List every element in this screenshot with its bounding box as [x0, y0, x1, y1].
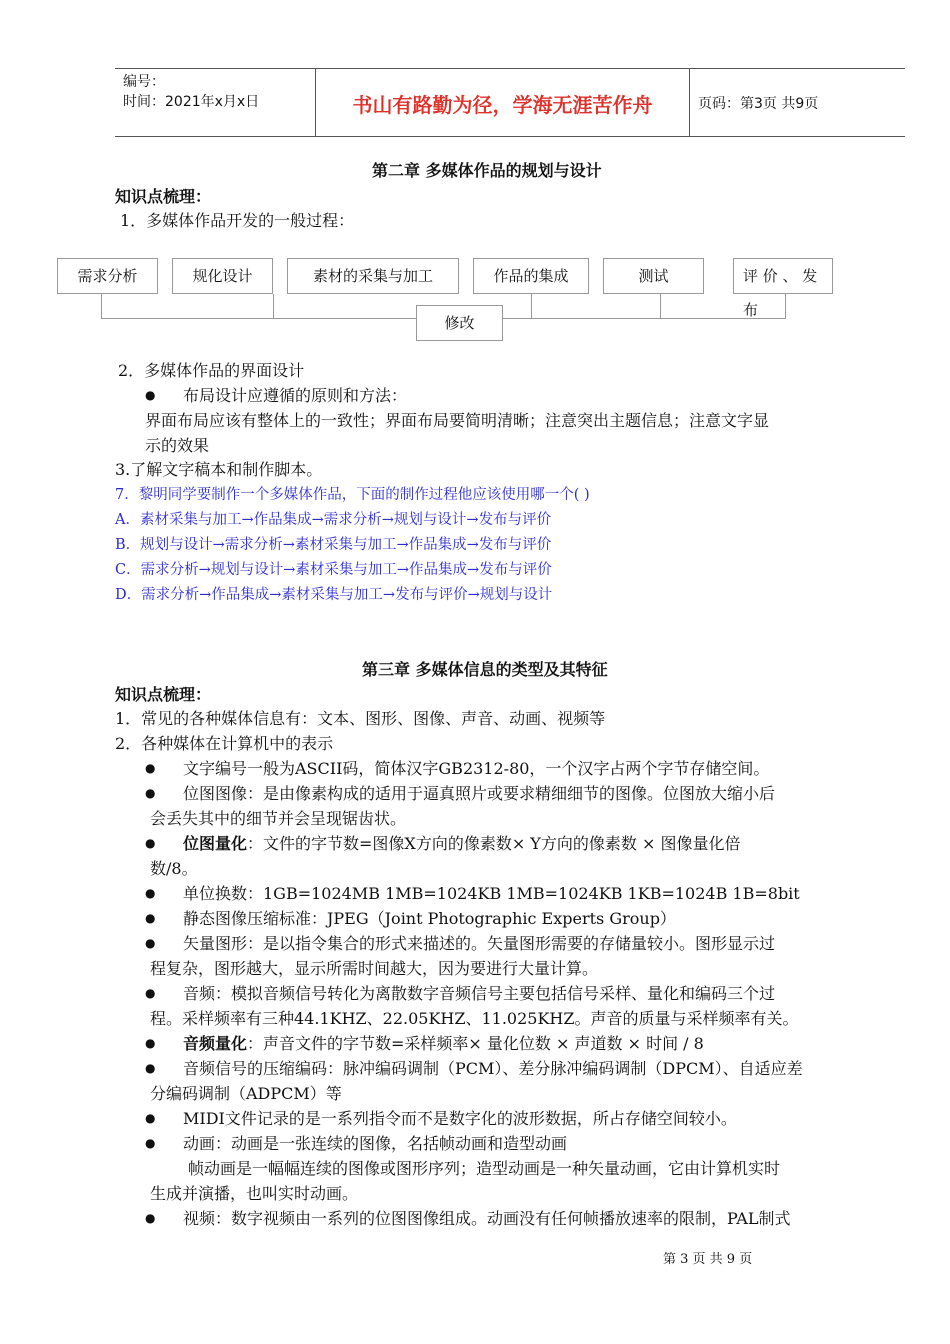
- bitmap-line2: 会丢失其中的细节并会呈现锯齿状。: [150, 809, 407, 828]
- chapter2-bullet1: 布局设计应遵循的原则和方法：: [183, 386, 408, 405]
- bullet-icon: ●: [145, 388, 156, 402]
- header-info-cell: [115, 69, 316, 136]
- video-text: 视频：数字视频由一系列的位图图像组成。动画没有任何帧播放速率的限制，PAL制式: [183, 1209, 791, 1228]
- option-c: C．需求分析→规划与设计→素材采集与加工→作品集成→发布与评价: [115, 562, 552, 578]
- header-page-cell: [690, 69, 905, 136]
- page-footer: 第 3 页 共 9 页: [663, 1252, 753, 1267]
- flow-connector: [273, 294, 274, 318]
- bullet-icon: ●: [145, 986, 156, 1000]
- unit-conversion: 单位换数：1GB=1024MB 1MB=1024KB 1MB=1024KB 1KB=1024B 1B=8bit: [183, 884, 800, 903]
- bullet-icon: ●: [145, 1061, 156, 1075]
- bitmap-quant-label: 位图量化: [183, 834, 248, 853]
- bitmap-quant-line1: [183, 833, 740, 855]
- chapter2-item2: 2．多媒体作品的界面设计: [118, 361, 305, 380]
- flow-connector: [660, 294, 661, 318]
- jpeg-standard: 静态图像压缩标准：JPEG（Joint Photographic Experts Group）: [183, 909, 676, 928]
- bullet-icon: ●: [145, 836, 156, 850]
- serial-label: 编号：: [123, 74, 165, 90]
- audio-quant-formula: ：声音文件的字节数=采样频率× 量化位数 × 声道数 × 时间 / 8: [247, 1034, 704, 1053]
- header-motto-cell: [316, 69, 690, 136]
- text-encoding: 文字编号一般为ASCII码，简体汉字GB2312-80，一个汉字占两个字节存储空间。: [183, 759, 770, 778]
- bitmap-line1: 位图图像：是由像素构成的适用于逼真照片或要求精细细节的图像。位图放大缩小后: [183, 784, 776, 803]
- vector-line2: 程复杂，图形越大，显示所需时间越大，因为要进行大量计算。: [150, 959, 599, 978]
- vector-line1: 矢量图形：是以指令集合的形式来描述的。矢量图形需要的存储量较小。图形显示过: [183, 934, 776, 953]
- chapter2-para1-line2: 示的效果: [145, 436, 210, 455]
- chapter3-item2: 2．各种媒体在计算机中的表示: [115, 734, 334, 753]
- audio-line1: 音频：模拟音频信号转化为离散数字音频信号主要包括信号采样、量化和编码三个过: [183, 984, 776, 1003]
- compression-line1: 音频信号的压缩编码：脉冲编码调制（PCM）、差分脉冲编码调制（DPCM）、自适应差: [183, 1059, 803, 1078]
- bullet-icon: ●: [145, 886, 156, 900]
- audio-quant: [183, 1033, 704, 1055]
- bullet-icon: ●: [145, 786, 156, 800]
- chapter3-title: 第三章 多媒体信息的类型及其特征: [362, 660, 608, 679]
- flow-connector: [531, 294, 532, 318]
- flow-box-publish: 评 价 、 发 布: [733, 258, 833, 294]
- page-header: [115, 68, 905, 137]
- audio-line2: 程。采样频率有三种44.1KHZ、22.05KHZ、11.025KHZ。声音的质量与采样频率有关。: [150, 1009, 799, 1028]
- question-text: 7．黎明同学要制作一个多媒体作品，下面的制作过程他应该使用哪一个( ): [115, 487, 590, 503]
- flow-connector: [101, 318, 416, 319]
- flow-box-material: 素材的采集与加工: [287, 258, 459, 294]
- bullet-icon: ●: [145, 761, 156, 775]
- motto: 书山有路勤为径，学海无涯苦作舟: [352, 93, 653, 117]
- chapter3-item1: 1．常见的各种媒体信息有：文本、图形、图像、声音、动画、视频等: [115, 709, 606, 728]
- animation-para-line2: 生成并演播，也叫实时动画。: [150, 1184, 359, 1203]
- bullet-icon: ●: [145, 936, 156, 950]
- chapter3-section-label: 知识点梳理：: [115, 685, 212, 704]
- animation-text: 动画：动画是一张连续的图像，名括帧动画和造型动画: [183, 1134, 568, 1153]
- animation-para-line1: 帧动画是一幅幅连续的图像或图形序列；造型动画是一种矢量动画，它由计算机实时: [188, 1159, 781, 1178]
- bullet-icon: ●: [145, 911, 156, 925]
- chapter2-item1: 1．多媒体作品开发的一般过程：: [120, 211, 355, 230]
- option-d: D．需求分析→作品集成→素材采集与加工→发布与评价→规划与设计: [115, 587, 553, 603]
- option-b: B．规划与设计→需求分析→素材采集与加工→作品集成→发布与评价: [115, 537, 552, 553]
- option-a: A．素材采集与加工→作品集成→需求分析→规划与设计→发布与评价: [115, 512, 552, 528]
- compression-line2: 分编码调制（ADPCM）等: [150, 1084, 342, 1103]
- flow-connector: [785, 294, 786, 318]
- chapter2-title: 第二章 多媒体作品的规划与设计: [372, 161, 602, 180]
- flow-box-test: 测试: [603, 258, 704, 294]
- flow-box-design: 规化设计: [172, 258, 273, 294]
- flow-connector: [101, 294, 102, 318]
- chapter2-para1-line1: 界面布局应该有整体上的一致性；界面布局要简明清晰；注意突出主题信息；注意文字显: [145, 411, 770, 430]
- chapter2-item3: 3.了解文字稿本和制作脚本。: [115, 460, 323, 479]
- flow-box-modify: 修改: [416, 305, 503, 341]
- chapter2-section-label: 知识点梳理：: [115, 187, 212, 206]
- bitmap-quant-line2: 数/8。: [150, 859, 198, 878]
- time-label: 时间：2021年x月x日: [123, 94, 260, 110]
- flow-box-integration: 作品的集成: [473, 258, 589, 294]
- bullet-icon: ●: [145, 1111, 156, 1125]
- page-label: 页码：第3页 共9页: [698, 96, 819, 112]
- bullet-icon: ●: [145, 1136, 156, 1150]
- bitmap-quant-formula: ：文件的字节数=图像X方向的像素数× Y方向的像素数 × 图像量化倍: [247, 834, 741, 853]
- audio-quant-label: 音频量化: [183, 1034, 248, 1053]
- midi-text: MIDI文件记录的是一系列指令而不是数字化的波形数据，所占存储空间较小。: [183, 1109, 737, 1128]
- bullet-icon: ●: [145, 1036, 156, 1050]
- bullet-icon: ●: [145, 1211, 156, 1225]
- flow-box-requirements: 需求分析: [57, 258, 158, 294]
